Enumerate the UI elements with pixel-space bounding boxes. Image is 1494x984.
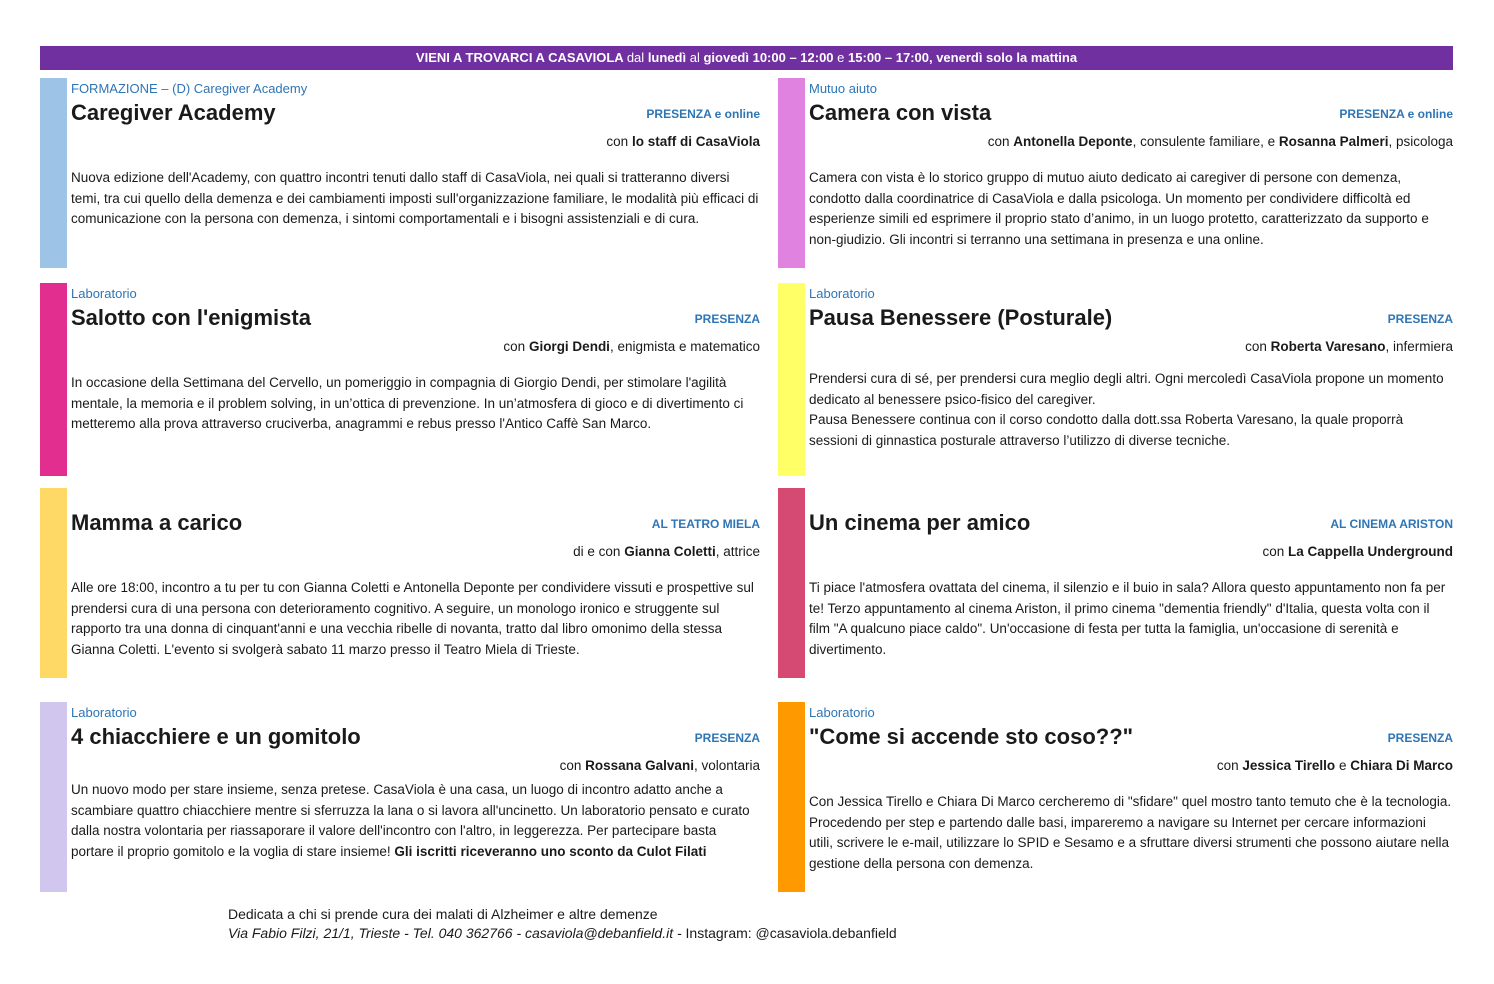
event-card-come-si-accende: [778, 702, 1453, 892]
event-category: Laboratorio: [71, 286, 137, 301]
host-name: lo staff di CasaViola: [631, 134, 760, 149]
host-prefix: di e con: [573, 544, 621, 559]
host-name: Gianna Coletti: [624, 544, 716, 559]
description-paragraph: Alle ore 18:00, incontro a tu per tu con Gianna Coletti e Antonella Deponte per condividere vissuti e prospettive sul prendersi cura di una persona con deterioramento cognitivo. A seguire, un monologo ironico e struggente sul rapporto tra una donna di cinquant'anni e una vecchia ribelle di novanta, tratto dal libro omonimo della stessa Gianna Coletti. L'evento si svolgerà sabato 11 marzo presso il Teatro Miela di Trieste.: [71, 580, 754, 657]
event-location: PRESENZA: [694, 731, 760, 745]
event-title: Mamma a carico: [71, 510, 243, 535]
banner-text: lunedì: [647, 50, 687, 65]
footer-tagline: Dedicata a chi si prende cura dei malati di Alzheimer e altre demenze: [228, 906, 658, 922]
color-bar: [40, 488, 67, 678]
event-title: Salotto con l'enigmista: [71, 305, 311, 330]
event-host: [71, 337, 760, 357]
event-card-mamma-a-carico: [40, 488, 760, 678]
event-title: Camera con vista: [809, 100, 992, 125]
host-text: , consulente familiare, e: [1132, 134, 1276, 149]
host-role: , infermiera: [1385, 339, 1453, 354]
event-card-camera-con-vista: [778, 78, 1453, 268]
event-location: PRESENZA: [1387, 312, 1453, 326]
event-category: Laboratorio: [809, 286, 875, 301]
event-description: [809, 792, 1453, 874]
event-description: [71, 373, 760, 435]
event-card-salotto-enigmista: [40, 283, 760, 476]
event-host: [71, 756, 760, 776]
description-paragraph: Pausa Benessere continua con il corso condotto dalla dott.ssa Roberta Varesano, la quale proporrà sessioni di ginnastica posturale attraverso l’utilizzo di diverse tecniche.: [809, 412, 1404, 448]
host-role: , psicologa: [1388, 134, 1453, 149]
banner-title: VIENI A TROVARCI A CASAVIOLA: [415, 50, 624, 65]
banner-text: al: [689, 50, 700, 65]
top-banner: [40, 46, 1453, 70]
event-category: FORMAZIONE – (D) Caregiver Academy: [71, 81, 308, 96]
event-title: 4 chiacchiere e un gomitolo: [71, 724, 361, 749]
event-category: Mutuo aiuto: [809, 81, 877, 96]
description-highlight: Gli iscritti riceveranno uno sconto da Culot Filati: [394, 843, 707, 859]
footer: [228, 905, 897, 943]
event-host: [809, 337, 1453, 357]
event-location: PRESENZA e online: [1339, 107, 1453, 121]
host-prefix: con: [559, 758, 582, 773]
event-host: [809, 542, 1453, 562]
color-bar: [778, 283, 805, 476]
host-prefix: con: [503, 339, 526, 354]
event-description: [809, 369, 1453, 451]
host-text: e: [1338, 758, 1347, 773]
event-title: Pausa Benessere (Posturale): [809, 305, 1113, 330]
description-paragraph: Nuova edizione dell'Academy, con quattro incontri tenuti dallo staff di CasaViola, nei quali si tratteranno diversi temi, tra cui quello della demenza e dei cambiamenti imposti sull'organizzazione familiare, le modalità più efficaci di comunicazione con la persona con demenza, i sintomi comportamentali e i bisogni assistenziali e di cura.: [71, 170, 759, 226]
color-bar: [40, 283, 67, 476]
description-paragraph: Con Jessica Tirello e Chiara Di Marco cercheremo di "sfidare" quel mostro tanto temuto che è la tecnologia. Procedendo per step e partendo dalle basi, impareremo a navigare su Internet per cercare informazioni utili, scrivere le e-mail, utilizzare lo SPID e Sesamo e a sfruttare diversi strumenti che possono aiutare nella gestione della persona con demenza.: [809, 794, 1452, 871]
event-location: AL TEATRO MIELA: [651, 517, 760, 531]
host-name: Rosanna Palmeri: [1278, 134, 1389, 149]
color-bar: [40, 702, 67, 892]
banner-text: e: [837, 50, 845, 65]
host-prefix: con: [1262, 544, 1285, 559]
event-description: [809, 578, 1453, 660]
host-name: La Cappella Underground: [1287, 544, 1453, 559]
host-name: Rossana Galvani: [585, 758, 694, 773]
host-role: , attrice: [715, 544, 760, 559]
host-prefix: con: [606, 134, 629, 149]
event-category: Laboratorio: [71, 705, 137, 720]
event-host: [809, 132, 1453, 152]
description-text: Un nuovo modo per stare insieme, senza pretese. CasaViola è una casa, un luogo di incontro adatto anche a scambiare quattro chiacchiere mentre si sferruzza la lana o si lavora all'uncinetto. Un laboratorio pensato e curato dalla nostra volontaria per riassaporare il valore dell'incontro con l'altro, in leggerezza. Per partecipare basta portare il proprio gomitolo e la voglia di stare insieme!: [71, 782, 750, 859]
event-title: Caregiver Academy: [71, 100, 276, 125]
event-card-chiacchiere-gomitolo: [40, 702, 760, 892]
host-prefix: con: [1216, 758, 1239, 773]
color-bar: [778, 488, 805, 678]
host-name: Giorgi Dendi: [528, 339, 610, 354]
color-bar: [778, 78, 805, 268]
description-paragraph: In occasione della Settimana del Cervello, un pomeriggio in compagnia di Giorgio Dendi, per stimolare l'agilità mentale, la memoria e il problem solving, in un’ottica di prevenzione. In un’atmosfera di gioco e di divertimento ci metteremo alla prova attraverso cruciverba, anagrammi e rebus presso l'Antico Caffè San Marco.: [71, 375, 744, 431]
host-role: , enigmista e matematico: [609, 339, 760, 354]
banner-text: dal: [626, 50, 645, 65]
description-paragraph: Prendersi cura di sé, per prendersi cura meglio degli altri. Ogni mercoledì CasaViola propone un momento dedicato al benessere psico-fisico del caregiver.: [809, 371, 1444, 407]
event-host: [71, 542, 760, 562]
event-location: PRESENZA: [694, 312, 760, 326]
banner-text: 15:00 – 17:00, venerdì solo la mattina: [848, 50, 1078, 65]
host-name: Chiara Di Marco: [1350, 758, 1453, 773]
footer-address: Via Fabio Filzi, 21/1, Trieste - Tel. 040 362766 - casaviola@debanfield.it -: [228, 925, 686, 941]
footer-contacts: [228, 924, 897, 943]
event-description: [71, 578, 760, 660]
event-category: Laboratorio: [809, 705, 875, 720]
footer-instagram[interactable]: Instagram: @casaviola.debanfield: [685, 925, 897, 941]
description-paragraph: Camera con vista è lo storico gruppo di mutuo aiuto dedicato ai caregiver di persone con demenza, condotto dalla coordinatrice di CasaViola e dalla psicologa. Un momento per condividere difficoltà ed esperienze simili ed esprimere il proprio stato d’animo, in un luogo protetto, caratterizzato da supporto e non-giudizio. Gli incontri si terranno una settimana in presenza e una online.: [809, 170, 1429, 247]
event-host: [71, 132, 760, 152]
event-location: PRESENZA: [1387, 731, 1453, 745]
host-prefix: con: [987, 134, 1010, 149]
event-description: [71, 168, 760, 230]
event-description: [809, 168, 1453, 250]
description-paragraph: Ti piace l'atmosfera ovattata del cinema, il silenzio e il buio in sala? Allora questo appuntamento non fa per te! Terzo appuntamento al cinema Ariston, il primo cinema "dementia friendly" d'Italia, questa volta con il film "A qualcuno piace caldo". Un'occasione di festa per tutta la famiglia, un'occasione di serenità e divertimento.: [809, 580, 1446, 657]
color-bar: [40, 78, 67, 268]
event-location: AL CINEMA ARISTON: [1330, 517, 1453, 531]
color-bar: [778, 702, 805, 892]
description-paragraph: [71, 780, 760, 862]
event-category: [809, 490, 1453, 508]
host-name: Jessica Tirello: [1242, 758, 1336, 773]
event-card-caregiver-academy: [40, 78, 760, 268]
banner-text: giovedì 10:00 – 12:00: [703, 50, 834, 65]
event-host: [809, 756, 1453, 776]
host-prefix: con: [1245, 339, 1267, 354]
event-title: Un cinema per amico: [809, 510, 1031, 535]
event-title: "Come si accende sto coso??": [809, 724, 1134, 749]
event-category: [71, 490, 760, 508]
host-name: Roberta Varesano: [1270, 339, 1386, 354]
event-description: [71, 780, 760, 862]
event-card-cinema-per-amico: [778, 488, 1453, 678]
host-role: , volontaria: [693, 758, 760, 773]
event-location: PRESENZA e online: [646, 107, 760, 121]
host-name: Antonella Deponte: [1013, 134, 1133, 149]
event-card-pausa-benessere: [778, 283, 1453, 476]
